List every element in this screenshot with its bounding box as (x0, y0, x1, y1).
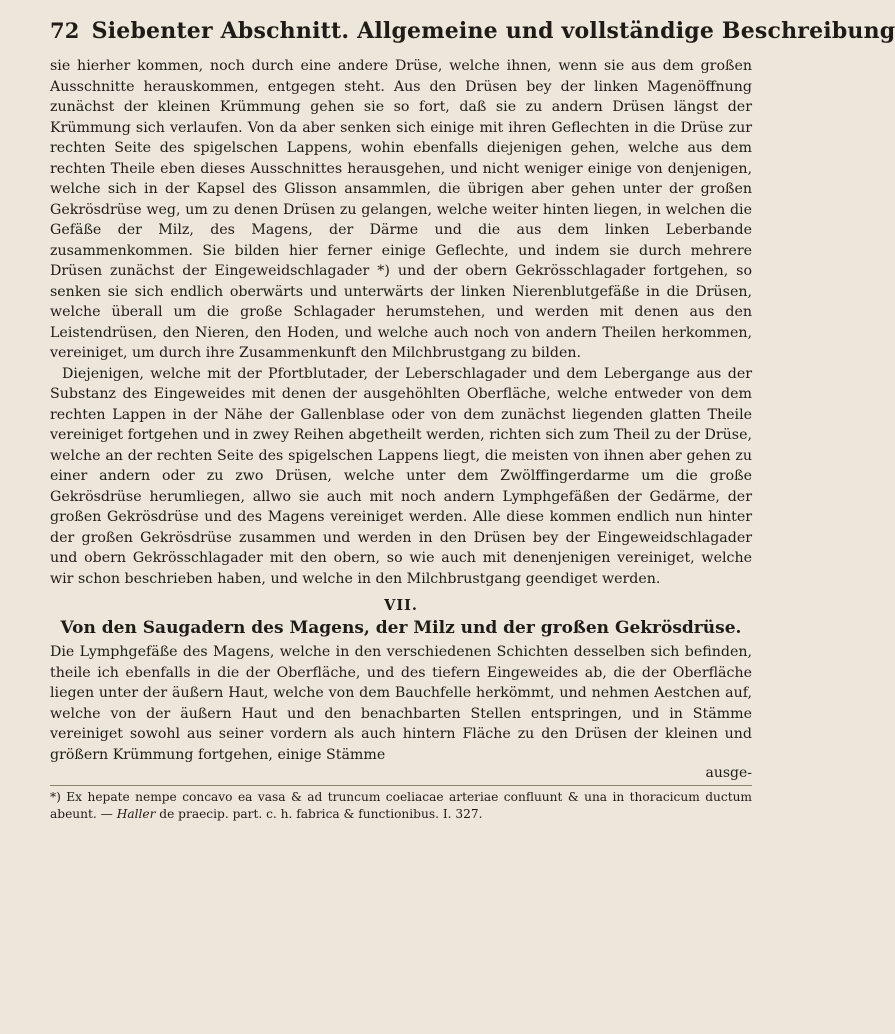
section-number: VII. (384, 597, 418, 614)
footnote (50, 785, 752, 823)
footnote-citation-author: Haller (116, 807, 156, 821)
footnote-citation-rest: de praecip. part. c. h. fabrica & functionibus. I. 327. (159, 807, 483, 821)
paragraph-lymph-vessels-liver: Diejenigen, welche mit der Pfortblutader, der Leberschlagader und dem Lebergange aus der Substanz des Eingeweides mit denen der ausgehöhlten Oberfläche, welche entweder von dem rechten Lappen in der Nähe der Gallenblase oder von dem zunächst liegenden glatten Theile vereiniget fortgehen und in zwey Reihen abgetheilt werden, richten sich zum Theil zu der Drüse, welche an der rechten Seite des spigelschen Lappens liegt, die meisten von ihnen aber gehen zu einer andern oder zu zwo Drüsen, welche unter dem Zwölffingerdarme um die große Gekrösdrüse herumliegen, allwo sie auch mit noch andern Lymphgefäßen der Gedärme, der großen Gekrösdrüse und des Magens vereiniget werden. Alle diese kommen endlich nun hinter der großen Gekrösdrüse zusammen und werden in den Drüsen bey der Eingeweidschlagader und obern Gekrösschlagader mit den obern, so wie auch mit denenjenigen vereiniget, welche wir schon beschrieben haben, und welche in den Milchbrustgang geendiget werden. (50, 365, 752, 587)
section-heading: Von den Saugadern des Magens, der Milz und der großen Gekrösdrüse. (60, 618, 742, 638)
running-header (50, 18, 895, 44)
main-text (50, 56, 752, 781)
paragraph-continuation: sie hierher kommen, noch durch eine andere Drüse, welche ihnen, wenn sie aus dem großen Ausschnitte herauskommen, entgegen steht. Aus den Drüsen bey der linken Magenöffnung zunächst der kleinen Krümmung gehen sie so fort, daß sie zu andern Drüsen längst der Krümmung sich verlaufen. Von da aber senken sich einige mit ihren Geflechten in die Drüse zur rechten Seite des spigelschen Lappens, wohin ebenfalls diejenigen gehen, welche aus dem rechten Theile eben dieses Ausschnittes herausgehen, und nicht weniger einige von denjenigen, welche sich in der Kapsel des Glisson ansammlen, die übrigen aber gehen unter der großen Gekrösdrüse weg, um zu denen Drüsen zu gelangen, welche weiter hinten liegen, in welchen die Gefäße der Milz, des Magens, der Därme und die aus dem linken Leberbande zusammenkommen. Sie bilden hier ferner einige Geflechte, und indem sie durch mehrere Drüsen zunächst der Eingeweidschlagader *) und der obern Gekrösschlagader fortgehen, so senken sie sich endlich oberwärts und unterwärts der linken Nierenblutgefäße in die Drüsen, welche überall um die große Schlagader herumstehen, und werden mit denen aus den Leistendrüsen, den Nieren, den Hoden, und welche auch noch von andern Theilen herkommen, vereiniget, um durch ihre Zusammenkunft den Milchbrustgang zu bilden. (50, 58, 752, 361)
catchword: ausge- (705, 765, 752, 781)
page-number: 72 (50, 18, 80, 43)
paragraph-stomach-lymph: Die Lymphgefäße des Magens, welche in den verschiedenen Schichten desselben sich befinden, theile ich ebenfalls in die der Oberfläche, und des tiefern Eingeweides ab, die der Oberfläche liegen unter der äußern Haut, welche von dem Bauchfelle herkömmt, und nehmen Aestchen auf, welche von der äußern Haut und den benachbarten Stellen entspringen, und in Stämme vereiniget sowohl aus seiner vordern als auch hintern Fläche zu den Drüsen der kleinen und größern Krümmung fortgehen, einige Stämme (50, 644, 752, 763)
footnote-text: *) Ex hepate nempe concavo ea vasa & ad truncum coeliacae arteriae confluunt & una in thoracicum ductum abeunt. — (50, 790, 752, 821)
running-title: Siebenter Abschnitt. Allgemeine und vollständige Beschreibung (91, 18, 895, 44)
